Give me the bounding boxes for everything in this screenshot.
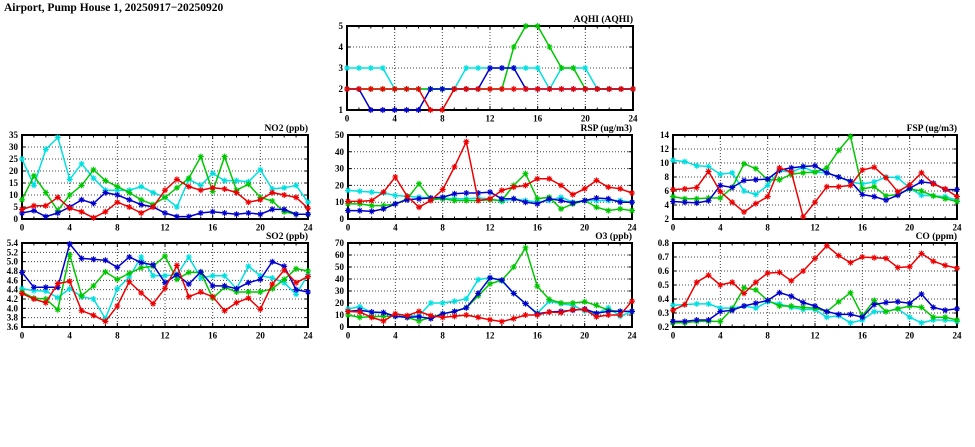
chart-title-aqhi: AQHI (AQHI) (573, 15, 633, 25)
y-tick-label: 4.2 (6, 294, 18, 304)
x-tick-label: 16 (857, 222, 867, 233)
x-tick-label: 4 (392, 113, 397, 124)
y-tick-label: 3.8 (6, 312, 18, 323)
x-tick-label: 20 (255, 330, 265, 341)
y-tick-label: 10 (9, 190, 18, 200)
y-tick-label: 50 (335, 262, 344, 272)
y-tick-label: 4.6 (6, 275, 18, 286)
x-tick-label: 20 (905, 222, 915, 233)
y-tick-label: 4.8 (6, 266, 18, 276)
x-tick-label: 12 (160, 330, 170, 341)
x-tick-label: 4 (67, 330, 72, 341)
x-tick-label: 12 (160, 222, 170, 233)
y-tick-label: 20 (335, 180, 344, 191)
x-tick-label: 0 (670, 330, 676, 341)
y-tick-label: 0.4 (657, 294, 669, 304)
x-tick-label: 0 (19, 330, 25, 341)
y-tick-label: 1 (338, 105, 343, 115)
x-tick-label: 20 (580, 330, 590, 341)
y-tick-label: 40 (335, 146, 344, 157)
x-tick-label: 16 (532, 330, 542, 341)
y-tick-label: 0.5 (657, 280, 669, 290)
chart-so2 (7, 231, 313, 341)
chart-no2 (9, 123, 313, 233)
y-tick-label: 5.2 (6, 247, 18, 258)
y-tick-label: 3 (338, 63, 343, 73)
x-tick-label: 8 (440, 222, 445, 233)
x-tick-label: 12 (485, 113, 495, 124)
y-tick-label: 25 (9, 154, 18, 164)
chart-rsp (335, 123, 637, 233)
x-tick-label: 24 (627, 222, 637, 233)
series-red-markers (670, 243, 960, 313)
x-tick-label: 24 (627, 330, 637, 341)
x-tick-label: 8 (115, 222, 120, 233)
y-tick-label: 0.7 (657, 252, 669, 262)
y-tick-label: 8 (664, 172, 669, 182)
y-tick-label: 6 (664, 186, 669, 196)
y-tick-label: 5 (338, 21, 343, 31)
x-tick-label: 4 (67, 222, 72, 233)
y-tick-label: 3.6 (6, 322, 18, 332)
y-tick-label: 10 (660, 158, 669, 168)
y-tick-label: 60 (335, 250, 344, 260)
x-tick-label: 20 (580, 222, 590, 233)
chart-title-so2: SO2 (ppb) (266, 232, 308, 242)
y-tick-label: 35 (9, 130, 18, 140)
x-tick-label: 20 (905, 330, 915, 341)
x-tick-label: 12 (810, 330, 820, 341)
x-tick-label: 12 (485, 222, 495, 233)
y-tick-label: 30 (9, 142, 18, 152)
y-tick-label: 5.0 (6, 256, 18, 267)
y-tick-label: 15 (9, 178, 18, 188)
x-tick-label: 16 (857, 330, 867, 341)
x-tick-label: 12 (485, 330, 495, 341)
x-tick-label: 8 (765, 330, 770, 341)
y-tick-label: 0.3 (657, 308, 669, 318)
y-tick-label: 4 (338, 42, 343, 52)
y-tick-label: 14 (660, 130, 669, 140)
x-tick-label: 4 (393, 330, 398, 341)
x-tick-label: 12 (810, 222, 820, 233)
y-tick-label: 5 (13, 202, 18, 212)
y-tick-label: 70 (335, 238, 344, 248)
x-tick-label: 0 (19, 222, 25, 233)
y-tick-label: 5.4 (6, 238, 18, 248)
page-title: Airport, Pump House 1, 20250917−20250920 (4, 2, 224, 14)
x-tick-label: 16 (532, 222, 542, 233)
y-tick-label: 0.8 (657, 238, 669, 248)
x-tick-label: 16 (208, 222, 218, 233)
chart-title-co: CO (ppm) (915, 232, 957, 242)
x-tick-label: 20 (580, 113, 590, 124)
x-tick-label: 4 (393, 222, 398, 233)
x-tick-label: 0 (344, 113, 350, 124)
x-tick-label: 0 (345, 222, 351, 233)
y-tick-label: 50 (335, 130, 344, 140)
y-tick-label: 0 (13, 214, 18, 224)
y-tick-label: 0 (339, 214, 344, 224)
chart-title-no2: NO2 (ppb) (264, 124, 308, 134)
chart-aqhi (339, 14, 639, 124)
x-tick-label: 24 (303, 222, 313, 233)
y-tick-label: 10 (335, 310, 344, 320)
chart-o3 (335, 231, 637, 341)
chart-title-fsp: FSP (ug/m3) (906, 124, 957, 134)
x-tick-label: 8 (765, 222, 770, 233)
x-tick-label: 8 (115, 330, 120, 341)
y-tick-label: 20 (335, 298, 344, 308)
y-tick-label: 0 (339, 322, 344, 332)
y-tick-label: 40 (335, 274, 344, 284)
x-tick-label: 20 (255, 222, 265, 233)
x-tick-label: 24 (952, 330, 962, 341)
series-green-markers (344, 23, 636, 92)
y-tick-label: 2 (338, 84, 343, 94)
x-tick-label: 4 (718, 330, 723, 341)
x-tick-label: 0 (345, 330, 351, 341)
y-tick-label: 4.4 (6, 284, 18, 295)
x-tick-label: 16 (208, 330, 218, 341)
y-tick-label: 0.2 (657, 322, 669, 332)
y-tick-label: 4.0 (6, 303, 18, 314)
y-tick-label: 20 (9, 166, 18, 176)
x-tick-label: 0 (670, 222, 676, 233)
chart-title-rsp: RSP (ug/m3) (580, 124, 632, 134)
chart-co (658, 231, 962, 341)
x-tick-label: 8 (440, 330, 445, 341)
y-tick-label: 4 (664, 200, 669, 210)
x-tick-label: 4 (718, 222, 723, 233)
y-tick-label: 12 (660, 144, 669, 154)
chart-title-o3: O3 (ppb) (595, 232, 632, 242)
x-tick-label: 24 (628, 113, 638, 124)
y-tick-label: 30 (335, 286, 344, 296)
chart-fsp (660, 123, 962, 233)
x-tick-label: 16 (533, 113, 543, 124)
x-tick-label: 24 (952, 222, 962, 233)
x-tick-label: 8 (440, 113, 445, 124)
y-tick-label: 30 (335, 163, 344, 174)
x-tick-label: 24 (303, 330, 313, 341)
y-tick-label: 2 (664, 214, 669, 224)
y-tick-label: 10 (335, 197, 344, 208)
y-tick-label: 0.6 (657, 266, 669, 276)
